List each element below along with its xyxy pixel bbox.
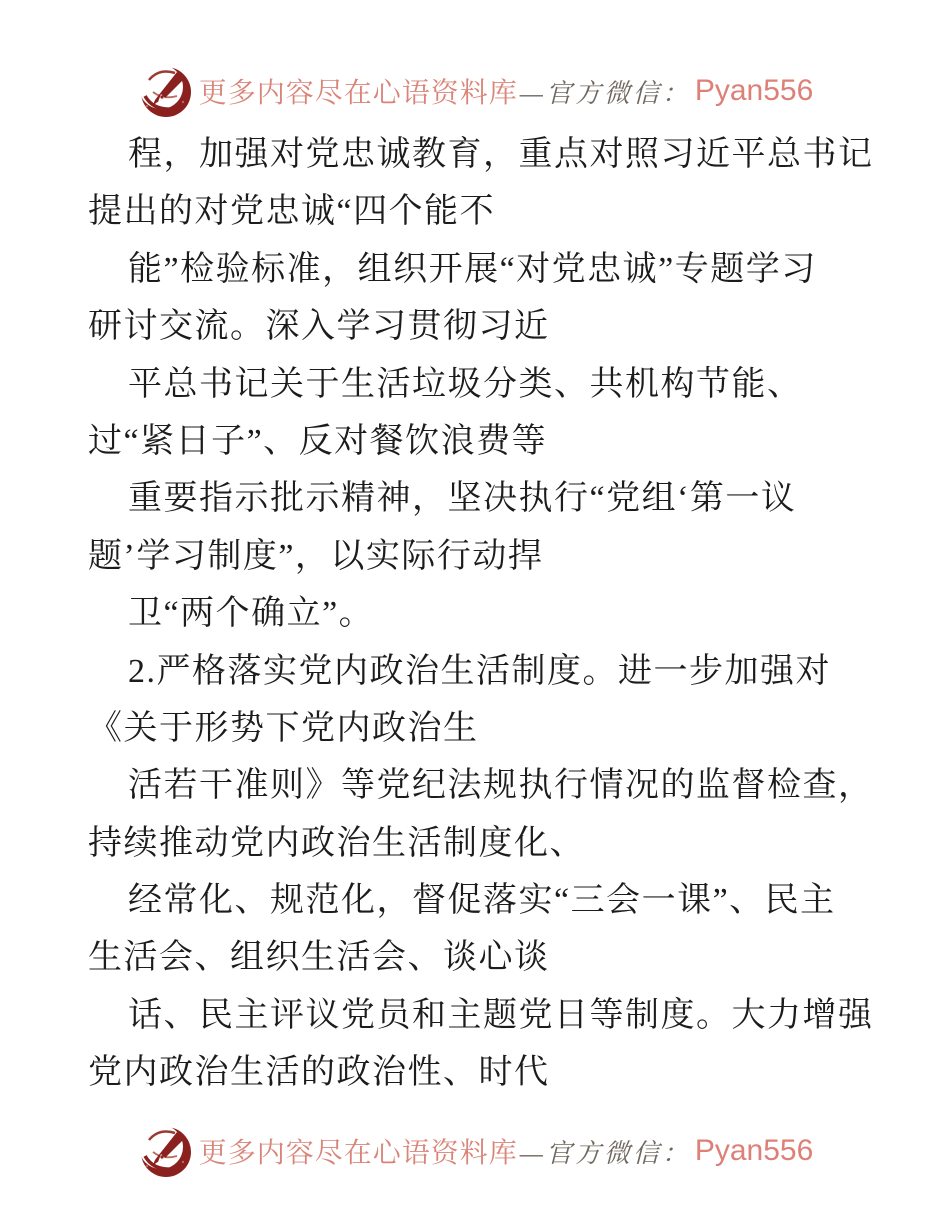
text-line: 话、民主评议党员和主题党日等制度。大力增强 (128, 996, 874, 1034)
text-line: 经常化、规范化，督促落实“三会一课”、民主 (128, 882, 836, 920)
text-line: 程，加强对党忠诚教育，重点对照习近平总书记 (128, 136, 874, 173)
text-line: 研讨交流。深入学习贯彻习近 (88, 308, 550, 346)
text-line: 活若干准则》等党纪法规执行情况的监督检查， (128, 767, 874, 805)
text-line: 过“紧日子”、反对餐饮浪费等 (88, 422, 548, 460)
header-watermark (0, 62, 950, 120)
watermark-wechat-label: —官方微信： (519, 1138, 691, 1168)
watermark-brand-text: 更多内容尽在心语资料库 (198, 78, 518, 109)
text-line: 提出的对党忠诚“四个能不 (88, 193, 496, 231)
text-line: 生活会、组织生活会、谈心谈 (88, 939, 550, 977)
pen-seal-logo-icon (137, 1122, 193, 1180)
text-line: 能”检验标准，组织开展“对党忠诚”专题学习 (128, 250, 817, 288)
text-line: 《关于形势下党内政治生 (88, 709, 479, 747)
document-body (88, 126, 874, 1102)
footer-watermark (0, 1122, 950, 1180)
text-line: 卫“两个确立”。 (128, 595, 375, 633)
text-line: 题’学习制度”，以实际行动捍 (88, 537, 544, 575)
watermark-wechat-id: Pyan556 (694, 1134, 814, 1167)
pen-seal-logo-icon (137, 62, 193, 120)
text-line: 党内政治生活的政治性、时代 (88, 1054, 550, 1092)
watermark-wechat-label: —官方微信： (519, 78, 691, 108)
watermark-brand-text: 更多内容尽在心语资料库 (198, 1138, 518, 1169)
text-line: 重要指示批示精神，坚决执行“党组‘第一议 (128, 480, 797, 518)
text-line: 2.严格落实党内政治生活制度。进一步加强对 (128, 652, 831, 690)
watermark-wechat-id: Pyan556 (694, 74, 814, 107)
text-line: 持续推动党内政治生活制度化、 (88, 824, 585, 862)
text-line: 平总书记关于生活垃圾分类、共机构节能、 (128, 365, 803, 403)
